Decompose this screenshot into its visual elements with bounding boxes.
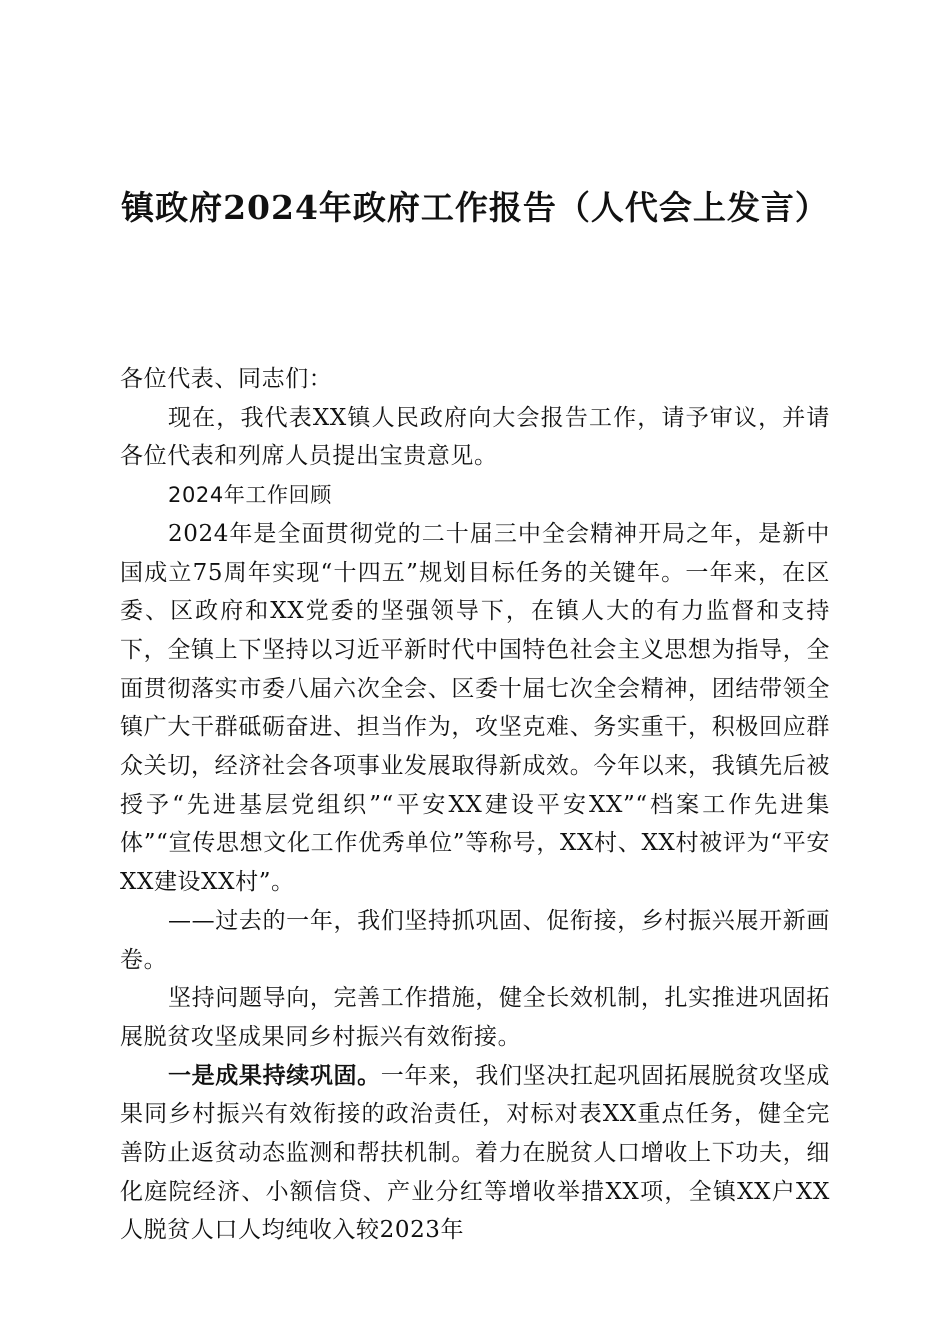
paragraph-lead-phrase: 一是成果持续巩固。 [168,1061,381,1089]
paragraph-review-overview: 2024年是全面贯彻党的二十届三中全会精神开局之年，是新中国成立75周年实现“十四五”规划目标任务的关键年。一年来，在区委、区政府和XX党委的坚强领导下，在镇人大的有力监督和支持下，全镇上下坚持以习近平新时代中国特色社会主义思想为指导，全面贯彻落实市委八届六次全会、区委十届七次全会精神，团结带领全镇广大干群砥砺奋进、担当作为，攻坚克难、务实重干，积极回应群众关切，经济社会各项事业发展取得新成效。今年以来，我镇先后被授予“先进基层党组织”“平安XX建设平安XX”“档案工作先进集体”“宣传思想文化工作优秀单位”等称号，XX村、XX村被评为“平安XX建设XX村”。 [120,520,830,896]
paragraph-results-consolidation [120,1057,830,1251]
document-title: 镇政府2024年政府工作报告（人代会上发言） [121,188,829,227]
salutation: 各位代表、同志们： [120,366,333,392]
paragraph-body-text: 一年来，我们坚决扛起巩固拓展脱贫攻坚成果同乡村振兴有效衔接的政治责任，对标对表XX重点任务，健全完善防止返贫动态监测和帮扶机制。着力在脱贫人口增收上下功夫，细化庭院经济、小额信贷、产业分红等增收举措XX项，全镇XX户XX人脱贫人口人均纯收入较2023年 [120,1062,831,1244]
intro-paragraph: 现在，我代表XX镇人民政府向大会报告工作，请予审议，并请各位代表和列席人员提出宝贵意见。 [120,404,830,470]
section-heading: 2024年工作回顾 [168,483,332,508]
paragraph-problem-orientation: 坚持问题导向，完善工作措施，健全长效机制，扎实推进巩固拓展脱贫攻坚成果同乡村振兴有效衔接。 [120,985,830,1050]
paragraph-rural-revitalization: ——过去的一年，我们坚持抓巩固、促衔接，乡村振兴展开新画卷。 [120,907,830,973]
document-body [120,360,830,1250]
